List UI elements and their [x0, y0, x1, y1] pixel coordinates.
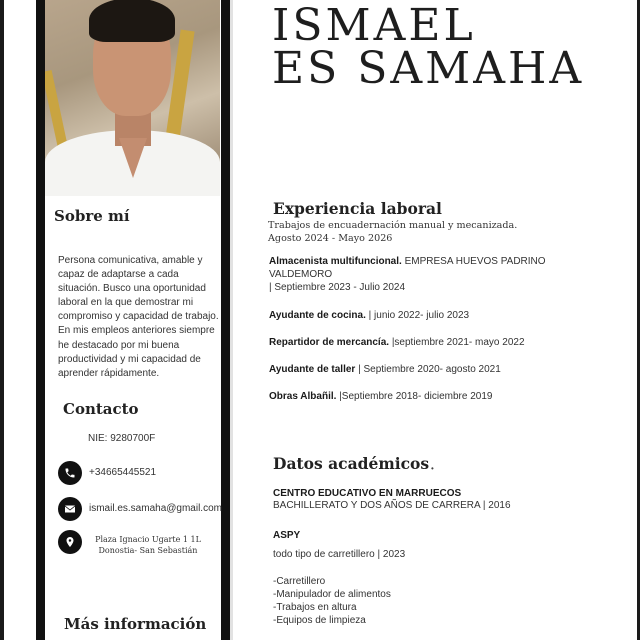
contact-heading: Contacto: [63, 400, 139, 418]
left-edge-bar: [0, 0, 4, 640]
aspy-title: [273, 530, 300, 543]
skill-item: -Manipulador de alimentos: [273, 589, 391, 600]
skill-item: -Trabajos en altura: [273, 602, 357, 613]
job-detail-1: EMPRESA HUEVOS PADRINO VALDEMORO: [269, 256, 546, 280]
name-last: ES SAMAHA: [272, 43, 585, 94]
job-entry-3: [269, 336, 591, 349]
address-line-1: Plaza Ignacio Ugarte 1 1L: [95, 535, 201, 544]
job-title-4: Ayudante de taller: [269, 364, 356, 375]
location-pin-icon: [58, 530, 82, 554]
about-text: Persona comunicativa, amable y capaz de adaptarse a cada situación. Busco una oportunidad laboral en la que demostrar mi compromiso y capacidad de trabajo. En mis empleos anteriores siempre he destacado por mi buena productividad y mi capacidad de aprender rápidamente.: [58, 255, 219, 379]
school-name: CENTRO EDUCATIVO EN MARRUECOS: [273, 488, 462, 499]
academic-degree: BACHILLERATO Y DOS AÑOS DE CARRERA | 2016: [273, 500, 511, 511]
experience-heading: Experiencia laboral: [273, 199, 442, 218]
job-title-1: Almacenista multifuncional.: [269, 256, 402, 267]
job-dates-1: | Septiembre 2023 - Julio 2024: [269, 282, 406, 293]
job-title-3: Repartidor de mercancía.: [269, 337, 390, 348]
experience-intro-line2: Agosto 2024 - Mayo 2026: [268, 233, 393, 244]
email-text[interactable]: ismail.es.samaha@gmail.com: [89, 503, 222, 514]
phone-text[interactable]: +34665445521: [89, 467, 157, 478]
more-info-heading: Más información: [64, 615, 207, 633]
skill-item: -Equipos de limpieza: [273, 615, 366, 626]
aspy-detail: todo tipo de carretillero | 2023: [273, 549, 406, 560]
address-line-2: Donostia- San Sebastián: [98, 546, 198, 555]
name-first: ISMAEL: [272, 0, 476, 51]
aspy-label: ASPY: [273, 530, 301, 541]
address: [92, 534, 204, 556]
job-entry-2: [269, 309, 591, 322]
job-title-5: Obras Albañil.: [269, 391, 337, 402]
profile-photo: [45, 0, 220, 196]
decorative-dot: •: [431, 464, 434, 473]
academic-school: [273, 488, 461, 501]
job-detail-2: | junio 2022- julio 2023: [365, 310, 470, 321]
sidebar-divider: [230, 0, 233, 640]
job-entry-4: [269, 363, 591, 376]
academic-heading: Datos académicos: [273, 454, 430, 473]
job-detail-5: |Septiembre 2018- diciembre 2019: [336, 391, 493, 402]
phone-icon: [58, 461, 82, 485]
job-detail-4: | Septiembre 2020- agosto 2021: [355, 364, 501, 375]
about-heading: Sobre mí: [54, 207, 130, 225]
job-entry-1: [269, 255, 591, 294]
job-detail-3: |septiembre 2021- mayo 2022: [389, 337, 525, 348]
job-entry-5: [269, 390, 591, 403]
experience-intro-line1: Trabajos de encuadernación manual y mecanizada.: [268, 220, 518, 231]
envelope-icon: [58, 497, 82, 521]
skill-item: -Carretillero: [273, 576, 326, 587]
nie-text: NIE: 9280700F: [88, 433, 156, 444]
job-title-2: Ayudante de cocina.: [269, 310, 366, 321]
